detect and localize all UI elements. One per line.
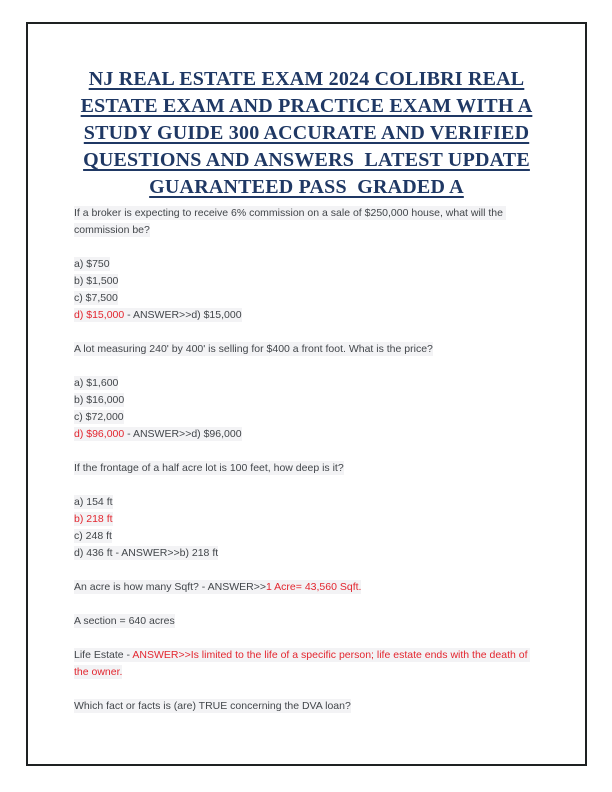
question-text <box>74 698 541 715</box>
definition-line-acre <box>74 579 541 596</box>
answer-option <box>74 273 541 290</box>
option-run: c) 248 ft <box>74 530 112 542</box>
answer-option <box>74 375 541 392</box>
answer-option <box>74 528 541 545</box>
answer-line <box>74 307 541 324</box>
document-title <box>36 66 577 201</box>
answer-option <box>74 409 541 426</box>
question-text <box>74 460 541 477</box>
option-run: c) $72,000 <box>74 411 124 423</box>
answer-option-correct <box>74 511 541 528</box>
correct-option-text: d) $96,000 <box>74 428 125 440</box>
question-run: If the frontage of a half acre lot is 100 feet, how deep is it? <box>74 462 344 474</box>
fact-run: A section = 640 acres <box>74 615 175 627</box>
answer-option <box>74 392 541 409</box>
definition-answer-text: 1 Acre= 43,560 Sqft. <box>266 581 362 593</box>
definition-prompt: Life Estate - <box>74 649 133 661</box>
option-run: b) $1,500 <box>74 275 119 287</box>
answer-option <box>74 494 541 511</box>
answer-reveal-text: d) 436 ft - ANSWER>>b) 218 ft <box>74 547 219 559</box>
correct-option-text: d) $15,000 <box>74 309 125 321</box>
document-body <box>28 205 585 715</box>
option-run: b) $16,000 <box>74 394 125 406</box>
page-border-frame <box>26 22 587 766</box>
question-text <box>74 341 541 358</box>
definition-answer-text: ANSWER>>Is limited to the life of a specific person; life estate ends with the death of the owner. <box>74 649 531 678</box>
option-run: a) 154 ft <box>74 496 113 508</box>
correct-option-text: b) 218 ft <box>74 513 113 525</box>
question-run: A lot measuring 240' by 400' is selling for $400 a front foot. What is the price? <box>74 343 433 355</box>
definition-line-life-estate <box>74 647 541 681</box>
question-run: If a broker is expecting to receive 6% commission on a sale of $250,000 house, what will the commission be? <box>74 207 506 236</box>
answer-option <box>74 256 541 273</box>
title-line: STUDY GUIDE 300 ACCURATE AND VERIFIED <box>83 122 530 144</box>
option-run: a) $750 <box>74 258 110 270</box>
answer-reveal-text: - ANSWER>>d) $15,000 <box>124 309 242 321</box>
fact-statement-section <box>74 613 541 630</box>
answer-option <box>74 290 541 307</box>
option-run: c) $7,500 <box>74 292 118 304</box>
answer-reveal-text: - ANSWER>>d) $96,000 <box>124 428 242 440</box>
definition-prompt: An acre is how many Sqft? - ANSWER>> <box>74 581 266 593</box>
title-line: ESTATE EXAM AND PRACTICE EXAM WITH A <box>80 95 533 117</box>
answer-line <box>74 426 541 443</box>
question-run: Which fact or facts is (are) TRUE concerning the DVA loan? <box>74 700 351 712</box>
title-line: NJ REAL ESTATE EXAM 2024 COLIBRI REAL <box>88 68 525 90</box>
question-text <box>74 205 541 239</box>
title-line: GUARANTEED PASS GRADED A <box>149 176 464 198</box>
answer-line <box>74 545 541 562</box>
title-line: QUESTIONS AND ANSWERS LATEST UPDATE <box>83 149 530 171</box>
option-run: a) $1,600 <box>74 377 119 389</box>
